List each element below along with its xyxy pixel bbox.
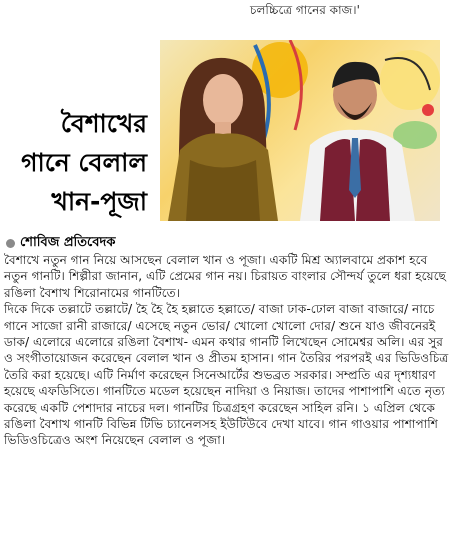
previous-article-snippet: চলচ্চিত্রে গানের কাজ।': [250, 3, 360, 17]
paragraph: দিকে দিকে তল্লাটে তল্লাটে/ হৈ হৈ হৈ হল্লাতে হল্লাতে/ বাজা ঢাক-ঢোল বাজা বাজারে/ নাচে গানে সাজো রানী রাজারে/ এসেছে নতুন ভোর/ খোলো খোলো দোর/ শুনে যাও জীবনেরই ডাক/ এলোরে এলোরে রঙিলা বৈশাখ- এমন কথার গানটি লিখেছেন সোমেশ্বর অলি। এর সুর ও সংগীতায়োজন করেছেন বেলাল খান ও প্রীতম হাসান। গান তৈরির পরপরই এর ভিডিওচিত্র তৈরি করা হয়েছে। এটি নির্মাণ করেছেন সিনেআর্টের শুভব্রত সরকার। সম্প্রতি এর দৃশ্যধারণ হয়েছে এফডিসিতে। গানটিতে মডেল হয়েছেন নাদিয়া ও নিয়াজ। তাদের পাশাপাশি এতে নৃত্য করেছে একটি পেশাদার নাচের দল। গানটির চিত্রগ্রহণ করেছেন সাহিল রনি। ১ এপ্রিল থেকে রঙিলা বৈশাখ গানটি বিভিন্ন টিভি চ্যানেলসহ ইউটিউবে দেখা যাবে। গান গাওয়ার পাশাপাশি ভিডিওচিত্রেও অংশ নিয়েছেন বেলাল ও পূজা।: [4, 302, 449, 448]
article-body: [4, 252, 452, 449]
paragraph: বৈশাখে নতুন গান নিয়ে আসছেন বেলাল খান ও পূজা। একটি মিশ্র অ্যালবামে প্রকাশ হবে নতুন গানটি। শিল্পীরা জানান, এটি প্রেমের গান নয়। চিরায়ত বাংলার সৌন্দর্য তুলে ধরা হয়েছে রঙিলা বৈশাখ শিরোনামের গানটিতে।: [4, 253, 447, 300]
headline-line-3: খান-পূজা: [51, 187, 147, 216]
bullet-icon: [6, 239, 15, 248]
headline-line-2: গানে বেলাল: [21, 148, 147, 177]
photo-illustration: [160, 40, 440, 221]
headline: [0, 104, 147, 221]
byline: [6, 233, 115, 254]
article-photo: [160, 40, 440, 221]
headline-line-1: বৈশাখের: [60, 109, 147, 138]
byline-text: শোবিজ প্রতিবেদক: [20, 235, 116, 250]
